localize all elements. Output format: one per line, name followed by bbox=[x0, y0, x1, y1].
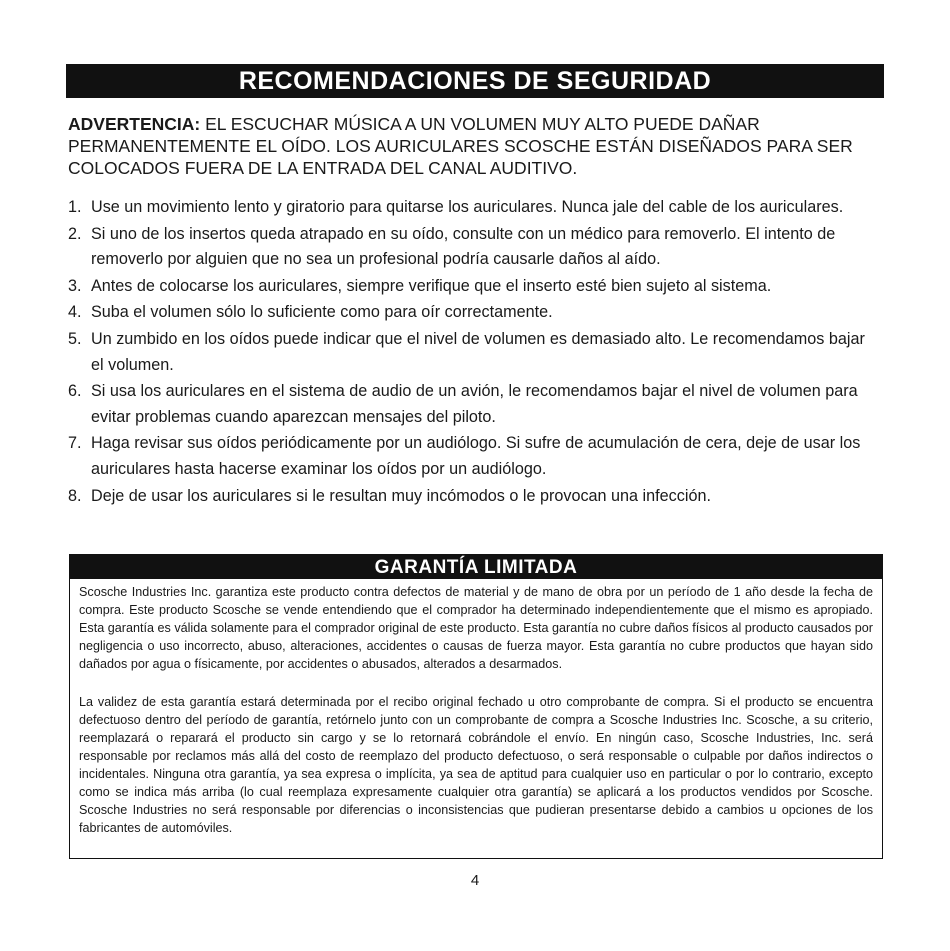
item-number: 6. bbox=[68, 382, 82, 401]
page-number: 4 bbox=[470, 872, 480, 889]
safety-title: RECOMENDACIONES DE SEGURIDAD bbox=[238, 67, 712, 95]
item-text: Haga revisar sus oídos periódicamente por un audiólogo. Si sufre de acumulación de cera, deje de usar los auriculares hasta hacerse examinar los oídos por un audiólogo. bbox=[91, 434, 861, 478]
warranty-paragraph-2: La validez de esta garantía estará determinada por el recibo original fechado u otro comprobante de compra. Si el producto se encuentra defectuoso dentro del período de garantía, retórnelo junto con un comprobante de compra a Scosche Industries Inc. Scosche, a su criterio, reemplazará o reparará el producto sin cargo y se lo retornará cobrándole el envío. En ningún caso, Scosche Industries, Inc. será responsable por reclamos más allá del costo de reemplazo del producto defectuoso, o será responsable o culpable por daños indirectos o incidentales. Ninguna otra garantía, ya sea expresa o implícita, ya sea de aptitud para cualquier uso en particular o por lo contrario, excepto como se indica más arriba (lo cual reemplaza expresamente cualquier otra garantía) se aplicará a los productos vendidos por Scosche. Scosche Industries no será responsable por diferencias o inconsistencias que pudieran presentarse debido a cambios u opciones de los fabricantes de automóviles. bbox=[79, 695, 873, 835]
list-item bbox=[68, 274, 868, 300]
safety-title-banner bbox=[66, 64, 884, 98]
list-item bbox=[68, 327, 868, 378]
item-text: Use un movimiento lento y giratorio para quitarse los auriculares. Nunca jale del cable de los auriculares. bbox=[91, 198, 844, 216]
safety-list bbox=[68, 195, 868, 510]
item-number: 1. bbox=[68, 198, 82, 216]
item-number: 8. bbox=[68, 486, 82, 505]
warranty-title-banner bbox=[70, 555, 882, 579]
item-text: Un zumbido en los oídos puede indicar que el nivel de volumen es demasiado alto. Le recomendamos bajar el volumen. bbox=[91, 329, 865, 374]
item-number: 5. bbox=[68, 329, 82, 348]
item-text: Si usa los auriculares en el sistema de audio de un avión, le recomendamos bajar el nivel de volumen para evitar problemas cuando aparezcan mensajes del piloto. bbox=[91, 382, 858, 426]
warranty-box bbox=[69, 554, 883, 859]
item-text: Deje de usar los auriculares si le resultan muy incómodos o le provocan una infección. bbox=[91, 486, 711, 505]
list-item bbox=[68, 195, 868, 221]
warning-paragraph bbox=[68, 113, 868, 179]
item-number: 3. bbox=[68, 276, 82, 295]
list-item bbox=[68, 300, 868, 326]
warning-text: EL ESCUCHAR MÚSICA A UN VOLUMEN MUY ALTO PUEDE DAÑAR PERMANENTEMENTE EL OÍDO. LOS AURICULARES SCOSCHE ESTÁN DISEÑADOS PARA SER COLOCADOS FUERA DE LA ENTRADA DEL CANAL AUDITIVO. bbox=[68, 114, 853, 178]
list-item bbox=[68, 379, 868, 430]
item-number: 2. bbox=[68, 224, 82, 243]
list-item bbox=[68, 431, 868, 482]
warranty-title: GARANTÍA LIMITADA bbox=[374, 557, 578, 578]
item-text: Suba el volumen sólo lo suficiente como para oír correctamente. bbox=[91, 303, 553, 322]
item-number: 4. bbox=[68, 303, 82, 322]
list-item bbox=[68, 222, 868, 273]
list-item bbox=[68, 484, 868, 510]
warranty-paragraph-1: Scosche Industries Inc. garantiza este producto contra defectos de material y de mano de obra por un período de 1 año desde la fecha de compra. Este producto Scosche se vende entendiendo que el comprador ha determinado independientemente que el mismo es apropiado. Esta garantía es válida solamente para el comprador original de este producto. Esta garantía no cubre daños físicos al producto causados por negligencia o uso incorrecto, abuso, alteraciones, accidentes o causas de fuerza mayor. Esta garantía no cubre productos que hayan sido dañados por agua o físicamente, por accidentes o abusados, alterados a desarmados. bbox=[79, 585, 873, 671]
warning-label: ADVERTENCIA: bbox=[68, 114, 201, 134]
item-text: Si uno de los insertos queda atrapado en su oído, consulte con un médico para removerlo. El intento de removerlo por alguien que no sea un profesional podría causarle daños al aído. bbox=[91, 224, 836, 269]
item-number: 7. bbox=[68, 434, 82, 453]
item-text: Antes de colocarse los auriculares, siempre verifique que el inserto esté bien sujeto al sistema. bbox=[91, 276, 772, 295]
